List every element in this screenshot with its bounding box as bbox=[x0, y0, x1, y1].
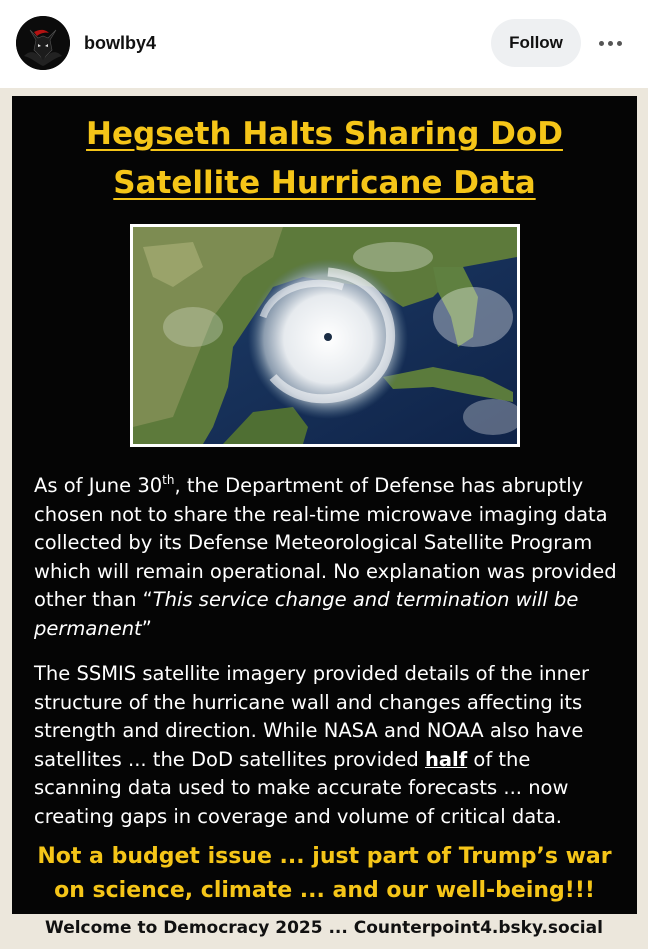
bat-cat-avatar-icon bbox=[16, 16, 70, 70]
poster-footer: Welcome to Democracy 2025 ... Counterpoint4.bsky.social bbox=[45, 918, 603, 938]
dot bbox=[608, 41, 613, 46]
poster-title bbox=[12, 110, 637, 208]
paragraph-1 bbox=[34, 472, 624, 644]
poster bbox=[12, 96, 637, 914]
para2-text-a: The SSMIS satellite imagery provided details of the inner structure of the hurricane wall and changes affecting its strength and direction. While NASA and NOAA also have satellites ... the DoD satellites provided bbox=[34, 662, 590, 771]
para1-text-c: ” bbox=[141, 616, 152, 640]
avatar[interactable] bbox=[16, 16, 70, 70]
dot bbox=[599, 41, 604, 46]
more-options-icon[interactable] bbox=[594, 30, 626, 56]
para1-quote: This service change and termination will be permanent bbox=[34, 588, 579, 640]
username[interactable]: bowlby4 bbox=[84, 33, 157, 53]
title-line-1: Hegseth Halts Sharing DoD bbox=[86, 116, 563, 152]
callout-line-1: Not a budget issue ... just part of Trump’s war bbox=[37, 844, 612, 869]
post-header bbox=[0, 0, 648, 88]
para2-text-b: of the scanning data used to make accurate forecasts ... now creating gaps in coverage and volume of critical data. bbox=[34, 747, 569, 828]
follow-button[interactable]: Follow bbox=[491, 19, 581, 67]
para1-sup: th bbox=[162, 473, 175, 487]
callout-line-2: on science, climate ... and our well-being!!! bbox=[54, 878, 595, 903]
dot bbox=[617, 41, 622, 46]
para1-text-b: , the Department of Defense has abruptly chosen not to share the real-time microwave imaging data collected by its Defense Meteorological Satellite Program which will remain operational. No explanation was provided other than “ bbox=[34, 474, 617, 612]
post-image[interactable] bbox=[0, 88, 648, 949]
paragraph-2 bbox=[34, 660, 624, 832]
title-line-2: Satellite Hurricane Data bbox=[113, 165, 536, 201]
callout bbox=[12, 840, 637, 908]
para1-text-a: As of June 30 bbox=[34, 474, 163, 497]
hurricane-satellite-image bbox=[130, 224, 520, 447]
para2-emphasis: half bbox=[424, 747, 468, 771]
